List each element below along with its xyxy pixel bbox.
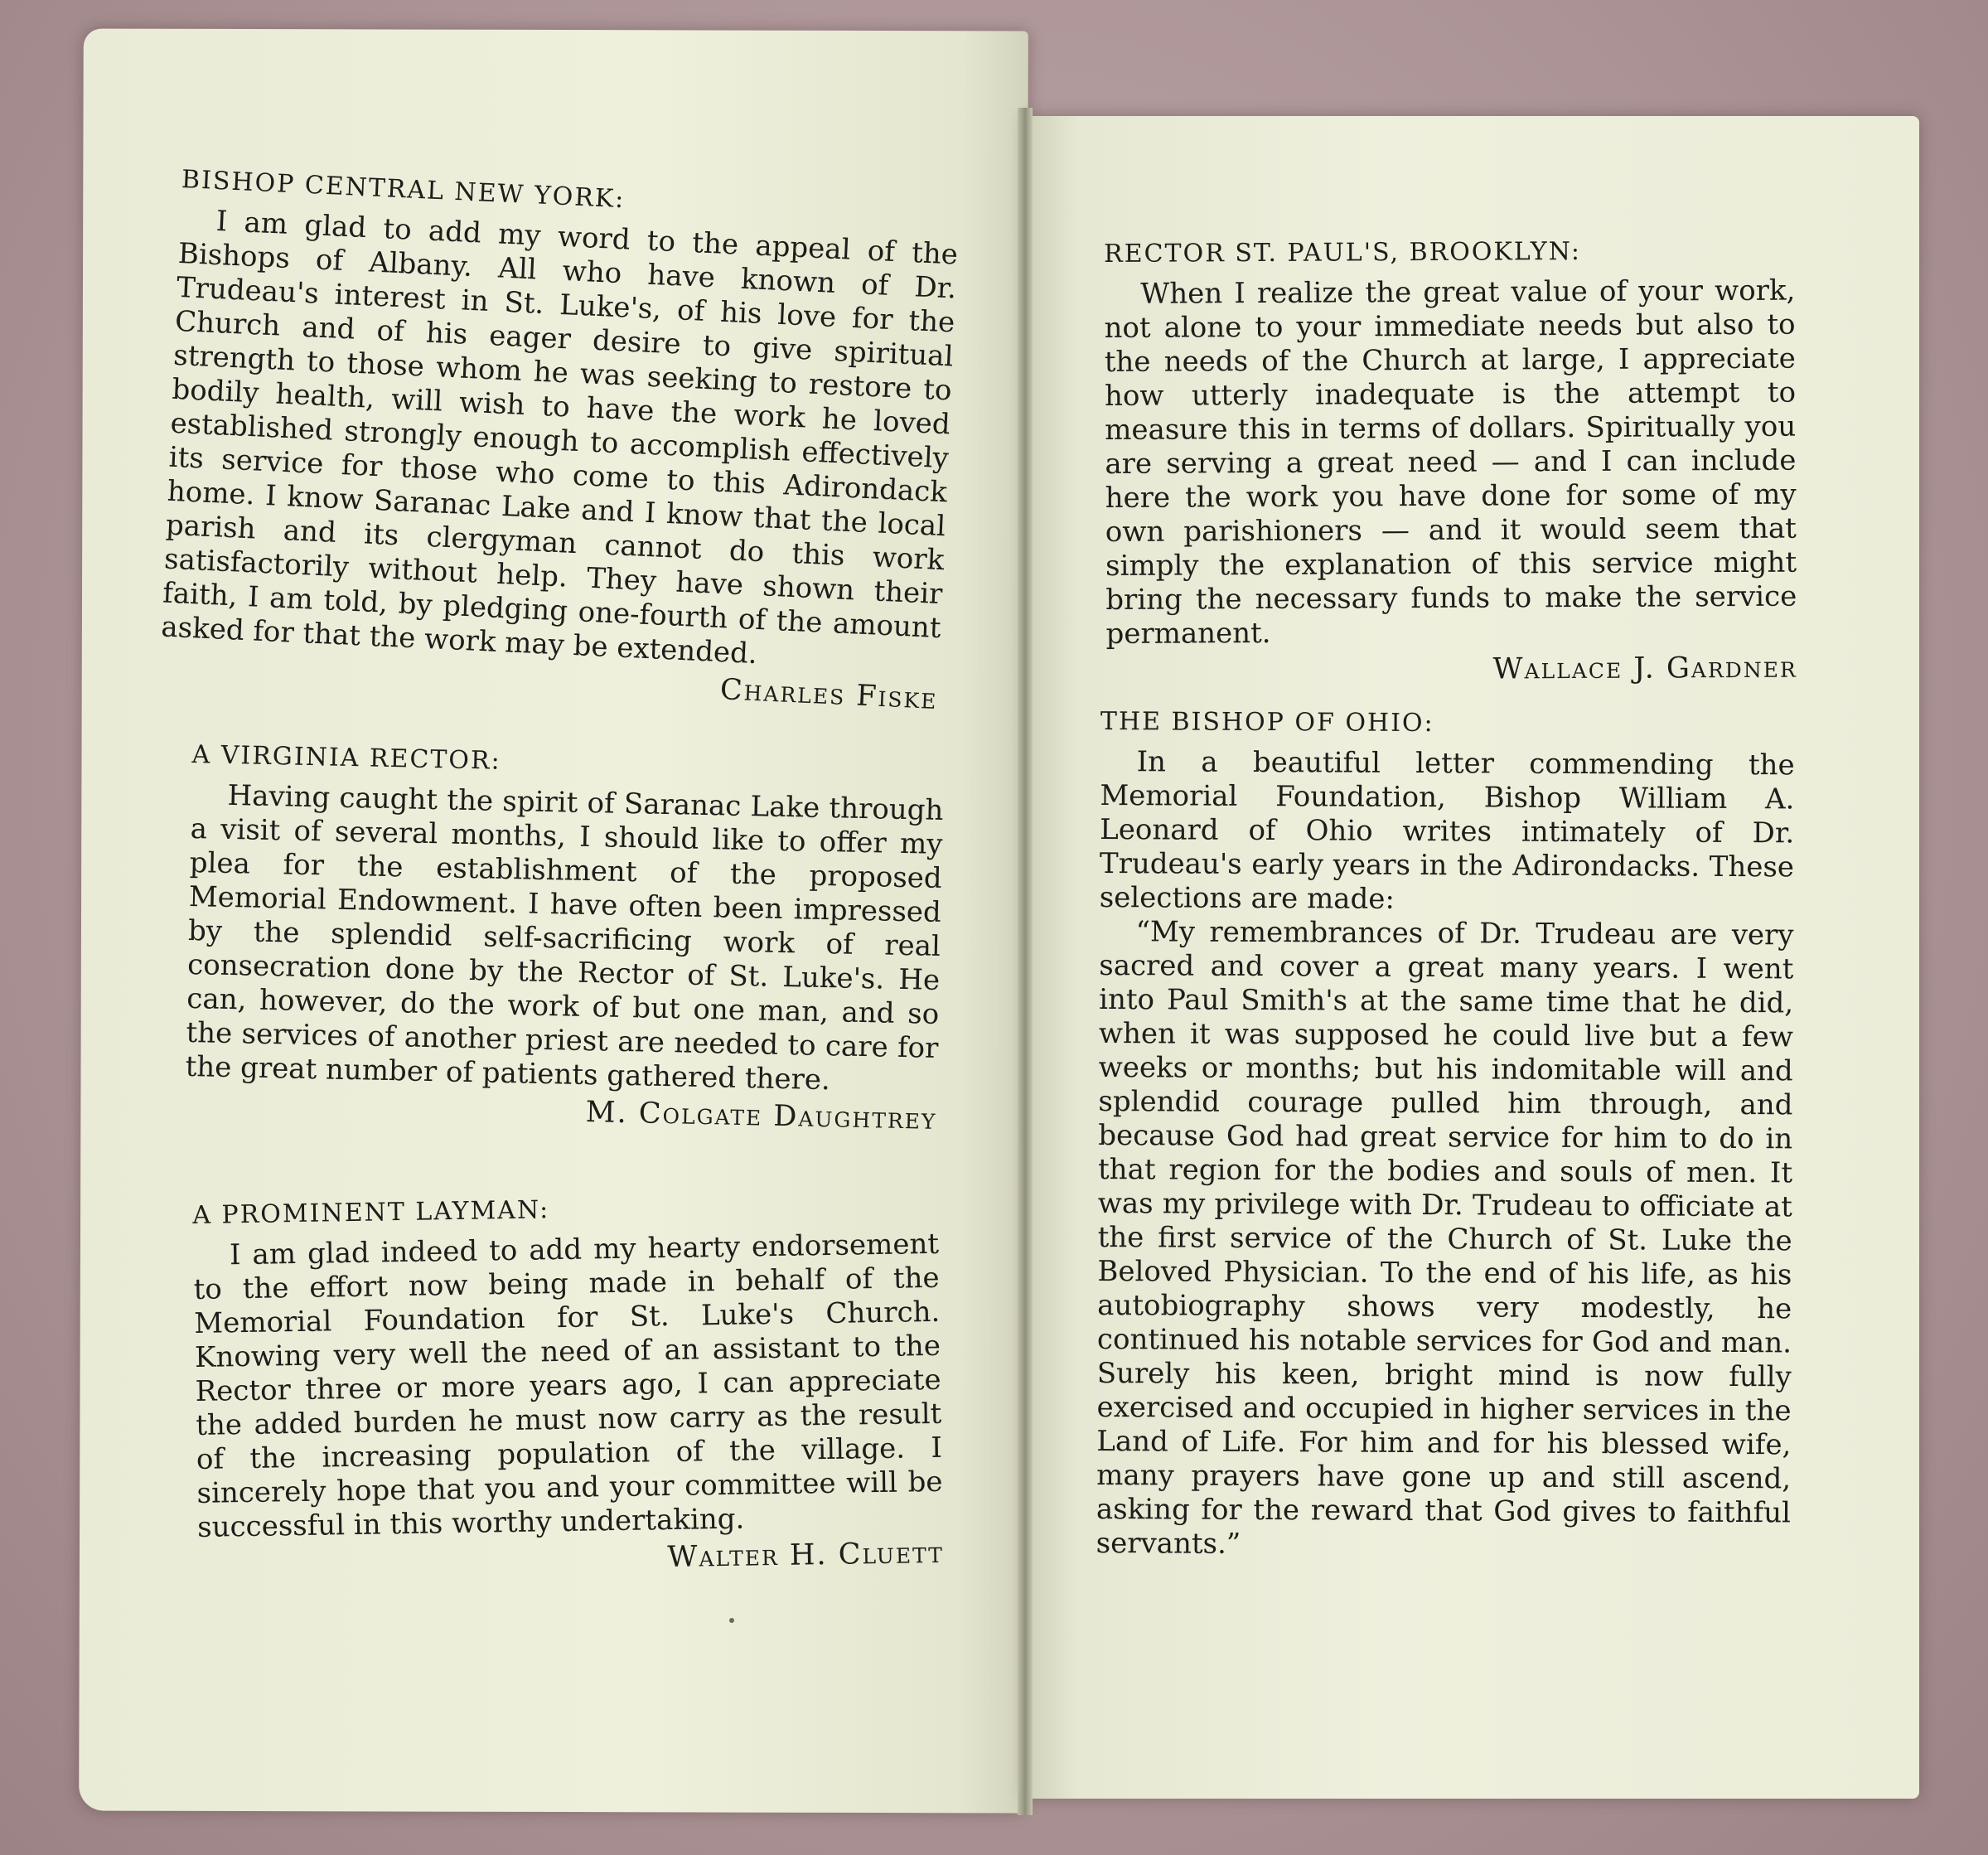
section-quote: “My remembrances of Dr. Trudeau are very sacred and cover a great many years. I went into Paul Smith's at the same time that he did, when it was supposed he could live but a few weeks or months; but his indomitable will and splendid courage pulled him through, and because God had great service for him to do in that region for the bodies and souls of men. It was my privilege with Dr. Trudeau to officiate at the first service of the Church of St. Luke the Beloved Physician. To the end of his life, as his autobiography shows very modestly, he continued his notable services for God and man. Surely his keen, bright mind is now fully exercised and occupied in higher services in the Land of Life. For him and for his blessed wife, many prayers have gone up and still ascend, asking for the reward that God gives to faithful servants.” — [1096, 915, 1794, 1561]
section-heading: RECTOR ST. PAUL'S, BROOKLYN: — [1104, 236, 1582, 269]
section-text: Having caught the spirit of Saranac Lake through a visit of several months, I should like to offer my plea for the establishment of the proposed Memorial Endowment. I have often been impressed by the splendid self-sacrificing work of real consecration done by the Rector of St. Luke's. He can, however, do the work of but one man, and so the services of another priest are needed to care for the great number of patients gathered there. — [185, 778, 944, 1097]
section-heading: A PROMINENT LAYMAN: — [192, 1195, 550, 1230]
right-section-rector-st-pauls — [1104, 234, 1797, 689]
section-text: In a beautiful letter commending the Memorial Foundation, Bishop William A. Leonard of Ohio writes intimately of Dr. Trudeau's early years in the Adirondacks. These selections are made: — [1099, 745, 1795, 916]
section-heading: BISHOP CENTRAL NEW YORK: — [181, 164, 626, 215]
section-text: When I realize the great value of your work, not alone to your immediate needs but also to the needs of the Church at large, I appreciate how utterly inadequate is the attempt to measure this in terms of dollars. Spiritually you are serving a great need — and I can include here the work you have done for some of my own parishioners — and it would seem that simply the explanation of this service might bring the necessary funds to make the service permanent. — [1104, 274, 1797, 651]
signature: Walter H. Cluett — [667, 1536, 945, 1575]
signature: M. Colgate Daughtrey — [585, 1096, 937, 1136]
booklet-spine — [1018, 108, 1033, 1815]
right-section-bishop-of-ohio — [1096, 705, 1795, 1564]
section-heading: A VIRGINIA RECTOR: — [191, 739, 502, 776]
left-section-prominent-layman — [192, 1187, 944, 1582]
section-heading: THE BISHOP OF OHIO: — [1100, 706, 1434, 739]
signature: Wallace J. Gardner — [1492, 651, 1797, 686]
left-section-bishop-central-ny — [159, 162, 960, 717]
left-section-virginia-rector — [184, 738, 944, 1137]
section-text: I am glad to add my word to the appeal of the Bishops of Albany. All who have known of Dr. Trudeau's interest in St. Luke's, of his love for the Church and of his eager desire to give spiritual strength to those whom he was seeking to restore to bodily health, will wish to have the work he loved established strongly enough to accomplish effectively its service for those who come to this Adirondack home. I know Saranac Lake and I know that the local parish and its clergyman cannot do this work satisfactorily without help. They have shown their faith, I am told, by pledging one-fourth of the amount asked for that the work may be extended. — [160, 204, 959, 671]
paper-speck — [729, 1618, 734, 1623]
section-text: I am glad indeed to add my hearty endorsement to the effort now being made in behalf of the Memorial Foundation for St. Luke's Church. Knowing very well the need of an assistant to the Rector three or more years ago, I can appreciate the added burden he must now carry as the result of the increasing population of the village. I sincerely hope that you and your committee will be successful in this worthy undertaking. — [193, 1227, 943, 1544]
signature: Charles Fiske — [719, 673, 939, 716]
